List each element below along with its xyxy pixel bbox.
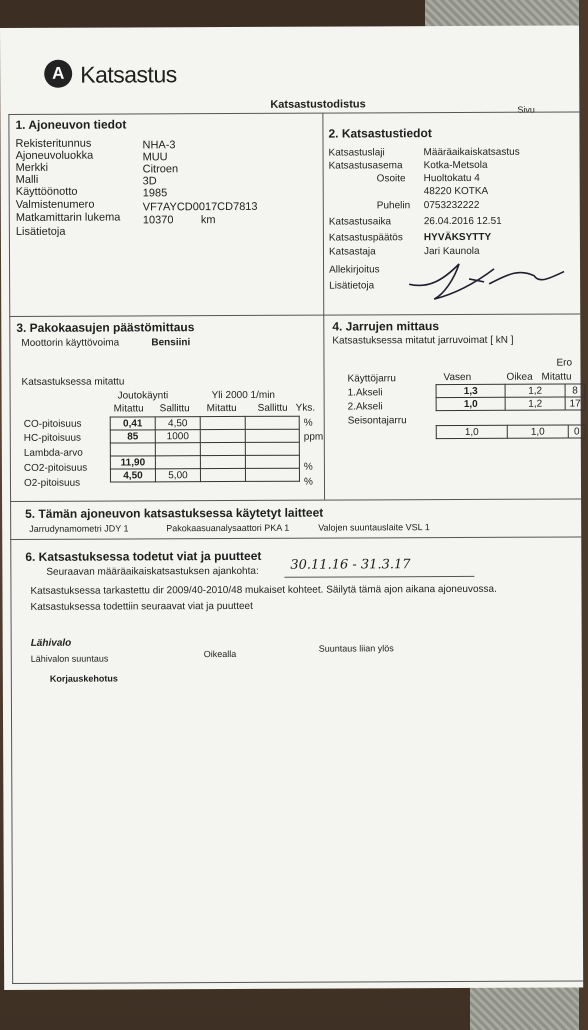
section3-title: 3. Pakokaasujen päästömittaus	[16, 320, 195, 335]
cell: 85	[110, 430, 155, 443]
cell	[200, 442, 245, 455]
s2-value-2: Huoltokatu 4	[423, 172, 480, 185]
fault-side: Oikealla	[203, 648, 237, 660]
cell	[200, 468, 245, 481]
cell	[245, 468, 299, 481]
s2-label-1: Katsastusasema	[328, 160, 403, 172]
emission-row	[110, 455, 299, 469]
fault-item: Lähivalon suuntaus	[30, 653, 109, 664]
emission-table	[110, 416, 300, 483]
s2-label-5: Katsastusaika	[328, 216, 392, 228]
cell: 1,0	[507, 425, 568, 438]
emission-label-3: CO2-pitoisuus	[23, 462, 88, 474]
s2-label-0: Katsastuslaji	[328, 147, 385, 159]
cell	[200, 455, 245, 468]
cell: 11,90	[110, 456, 155, 469]
axle2-label: 2.Akseli	[347, 401, 383, 413]
section4-title: 4. Jarrujen mittaus	[332, 319, 440, 334]
brake-row	[436, 397, 585, 411]
cell: 0,41	[110, 417, 155, 430]
cell: 1000	[155, 430, 200, 443]
cell	[200, 416, 245, 429]
next-inspection-value: 30.11.16 - 31.3.17	[290, 557, 411, 573]
emission-row	[110, 416, 299, 430]
s2-value-1: Kotka-Metsola	[423, 159, 488, 172]
cell: 1,2	[505, 397, 565, 410]
device-item: Valojen suuntauslaite VSL 1	[318, 522, 430, 533]
brake-row	[436, 425, 585, 439]
frame-bottom-line	[12, 980, 583, 983]
col-measured-2: Mitattu	[206, 402, 237, 415]
cell: 1,0	[436, 397, 505, 410]
measured-label: Katsastuksessa mitattu	[21, 376, 125, 388]
axle1-label: 1.Akseli	[347, 387, 383, 399]
park-brake-label: Seisontajarru	[347, 415, 407, 427]
s2-label-6: Katsastuspäätös	[328, 232, 403, 244]
cell: 5,00	[155, 469, 200, 482]
emission-label-1: HC-pitoisuus	[23, 432, 82, 444]
brake-row	[436, 384, 585, 398]
s1-label-1: Ajoneuvoluokka	[15, 149, 94, 162]
s2-value-7: Jari Kaunola	[423, 245, 480, 258]
emission-row	[110, 429, 299, 443]
s2-label-4: Puhelin	[376, 200, 411, 212]
s1-value-5: VF7AYCD0017CD7813	[142, 200, 258, 214]
s2-value-0: Määräaikaiskatsastus	[423, 146, 520, 159]
faults-intro: Katsastuksessa todettiin seuraavat viat ja puutteet	[30, 600, 253, 613]
s2-label-2: Osoite	[376, 173, 406, 185]
section5-title: 5. Tämän ajoneuvon katsastuksessa käytetyt laitteet	[25, 505, 324, 521]
document-title: Katsastustodistus	[270, 98, 366, 111]
brake-col-diff: Mitattu	[541, 371, 572, 383]
cell	[245, 429, 299, 442]
cell: 17	[565, 397, 585, 410]
emission-label-0: CO-pitoisuus	[23, 418, 82, 430]
emission-unit-1: ppm	[303, 431, 324, 443]
s2-value-5: 26.04.2016 12.51	[423, 215, 502, 228]
s1-label-4: Käyttöönotto	[15, 185, 78, 198]
cell: 4,50	[155, 417, 200, 430]
cell	[245, 442, 299, 455]
cell: 1,2	[505, 384, 565, 397]
page-label: Sivu	[517, 104, 535, 115]
section6-title: 6. Katsastuksessa todetut viat ja puutteet	[25, 548, 262, 564]
katsastus-logo-icon: A	[44, 60, 72, 88]
brand-name: Katsastus	[80, 61, 177, 88]
s1-value-1: MUU	[142, 151, 168, 164]
brake-ero-label: Ero	[556, 357, 573, 369]
emission-unit-3: %	[303, 461, 313, 473]
s1-value-2: Citroen	[142, 163, 179, 176]
signature-icon	[399, 253, 574, 304]
s1-label-2: Merkki	[15, 161, 49, 174]
emission-row	[110, 468, 299, 482]
brake-col-left: Vasen	[443, 371, 472, 384]
s2-label-7: Katsastaja	[328, 246, 376, 258]
frame-left-line	[8, 114, 13, 984]
next-inspection-underline	[284, 576, 474, 578]
cell	[245, 416, 299, 429]
frame-top-line	[8, 111, 579, 114]
fuel-label: Moottorin käyttövoima	[21, 337, 120, 349]
fuel-value: Bensiini	[151, 337, 191, 349]
emission-label-4: O2-pitoisuus	[23, 477, 81, 489]
cell: 1,0	[436, 425, 507, 438]
col-allowed-1: Sallittu	[159, 403, 190, 415]
cell: 8	[565, 384, 585, 397]
brake-subtitle: Katsastuksessa mitatut jarruvoimat [ kN ]	[332, 334, 514, 347]
s2-label-9: Lisätietoja	[329, 280, 375, 292]
inspection-certificate	[0, 25, 583, 990]
s1-value-6: 10370	[142, 214, 174, 227]
divider-s3	[9, 313, 580, 316]
cell	[155, 443, 200, 456]
cell	[155, 456, 200, 469]
s1-value-3: 3D	[142, 175, 157, 188]
s1-value-4: 1985	[142, 187, 168, 200]
cell: 1,3	[436, 384, 505, 397]
fault-description: Suuntaus liian ylös	[318, 643, 394, 654]
col-unit: Yks.	[295, 402, 316, 414]
col-measured-1: Mitattu	[113, 403, 144, 415]
s1-label-7: Lisätietoja	[15, 225, 66, 238]
fault-action: Korjauskehotus	[49, 673, 118, 684]
fault-title: Lähivalo	[30, 637, 72, 649]
section2-title: 2. Katsastustiedot	[328, 126, 432, 141]
device-item: Jarrudynamometri JDY 1	[29, 523, 129, 534]
cell: 4,50	[110, 469, 155, 482]
s2-value-4: 0753232222	[423, 199, 480, 212]
high-rpm-label: Yli 2000 1/min	[211, 389, 276, 402]
s2-label-8: Allekirjoitus	[329, 264, 380, 276]
cell	[110, 443, 155, 456]
emission-label-2: Lambda-arvo	[23, 447, 83, 459]
emission-row	[110, 442, 299, 456]
s1-label-6: Matkamittarin lukema	[15, 211, 121, 224]
inspection-note: Katsastuksessa tarkastettu dir 2009/40-2010/48 mukaiset kohteet. Säilytä tämä ajon aikana ajoneuvossa.	[30, 583, 497, 597]
next-inspection-label: Seuraavan määräaikaiskatsastuksen ajankohta:	[46, 565, 259, 578]
s1-label-0: Rekisteritunnus	[15, 137, 92, 150]
device-item: Pakokaasuanalysaattori PKA 1	[166, 522, 290, 534]
idle-label: Joutokäynti	[117, 390, 169, 402]
section1-title: 1. Ajoneuvon tiedot	[15, 117, 127, 132]
divider-s5	[10, 498, 581, 501]
s1-unit-6: km	[200, 214, 216, 227]
divider-s6	[10, 536, 581, 539]
cell	[245, 455, 299, 468]
brake-table	[436, 383, 586, 411]
cell: 0	[568, 425, 585, 438]
s1-value-0: NHA-3	[142, 139, 176, 152]
s2-value-3: 48220 KOTKA	[423, 185, 489, 198]
emission-unit-4: %	[303, 476, 313, 488]
cell	[200, 429, 245, 442]
brake-col-right: Oikea	[506, 371, 533, 383]
s1-label-5: Valmistenumero	[15, 198, 95, 211]
park-brake-table	[436, 424, 586, 439]
s2-value-6: HYVÄKSYTTY	[423, 231, 492, 244]
col-allowed-2: Sallittu	[257, 402, 288, 414]
service-brake-label: Käyttöjarru	[347, 373, 396, 385]
emission-unit-0: %	[303, 417, 313, 429]
s1-label-3: Malli	[15, 173, 39, 186]
